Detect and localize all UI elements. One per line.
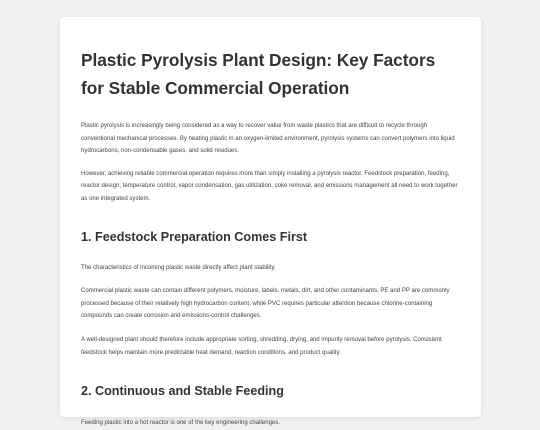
article-card <box>60 17 481 427</box>
section-paragraph: Feeding plastic into a hot reactor is one of the key engineering challenges. <box>81 420 281 427</box>
article-title: Plastic Pyrolysis Plant Design: Key Factors for Stable Commercial Operation <box>81 50 436 98</box>
section-heading: 2. Continuous and Stable Feeding <box>81 384 284 399</box>
intro-paragraph: However, achieving reliable commercial operation requires more than simply installing a pyrolysis reactor. Feedstock preparation, feeding, reactor design, temperature control, vapor condensation, gas utilization, coke removal, and emissions management all need to work together as one integrated system. <box>81 170 458 202</box>
section-paragraph: Commercial plastic waste can contain different polymers, moisture, labels, metals, dirt, and other contaminants. PE and PP are commonly processed because of their relatively high hydrocarbon content, while PVC requires particular attention because chlorine-containing compounds can create corrosion and emissions-control challenges. <box>81 288 450 320</box>
intro-paragraph: Plastic pyrolysis is increasingly being considered as a way to recover value from waste plastics that are difficult to recycle through conventional mechanical processes. By heating plastic in an oxygen-limited environment, pyrolysis systems can convert polymers into liquid hydrocarbons, non-condensable gases, and solid residues. <box>81 123 455 155</box>
section-paragraph: The characteristics of incoming plastic waste directly affect plant stability. <box>81 264 276 271</box>
section-heading: 1. Feedstock Preparation Comes First <box>81 229 308 244</box>
section-paragraph: A well-designed plant should therefore include appropriate sorting, shredding, drying, and impurity removal before pyrolysis. Consistent feedstock helps maintain more predictable heat demand, reaction conditions, and product quality. <box>81 336 442 356</box>
